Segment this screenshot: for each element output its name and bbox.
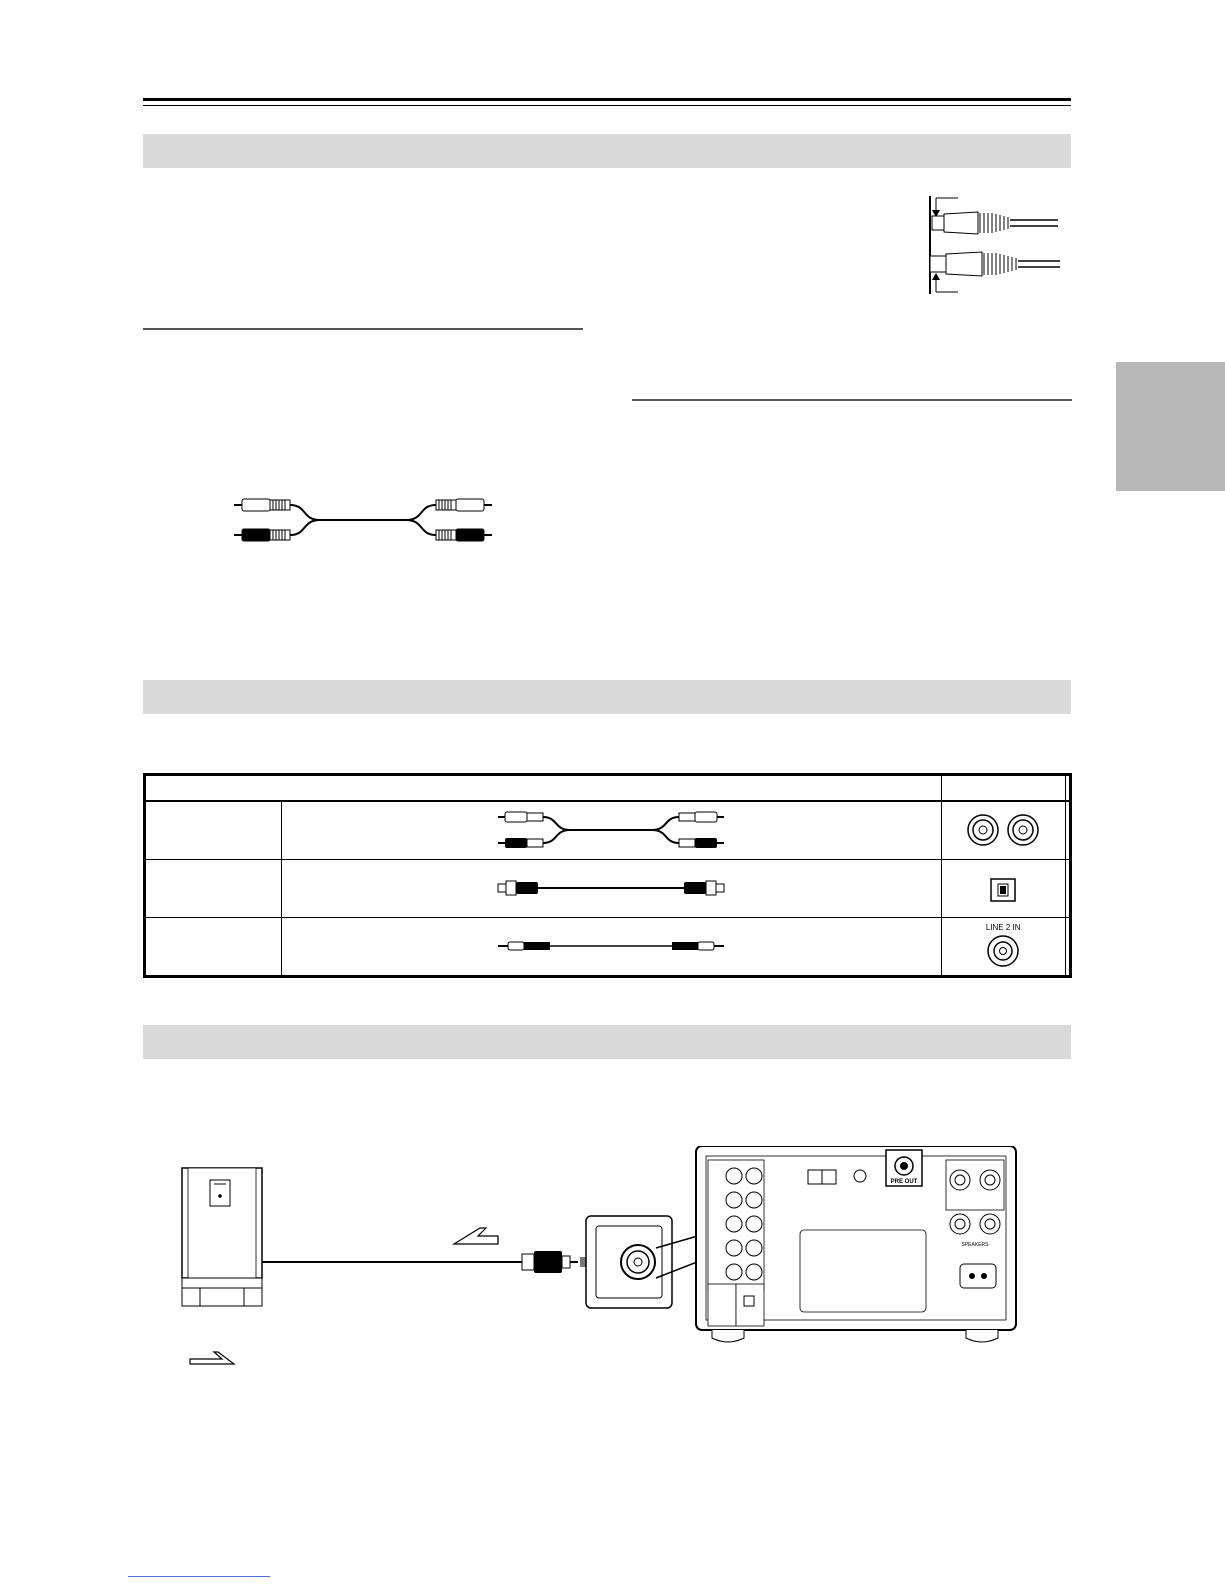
jack-label: LINE 2 IN [985, 923, 1021, 933]
description-cell [1065, 859, 1070, 917]
footer-link-underline[interactable] [128, 1576, 270, 1577]
jack-figure-cell [941, 801, 1065, 860]
subwoofer-connection-figure [160, 1146, 1040, 1376]
section-heading-band-2 [143, 680, 1071, 714]
jack-figure-cell [941, 917, 1065, 976]
arrow-right-icon [188, 1350, 238, 1366]
arrow-left-icon [454, 1228, 498, 1244]
optical-jack-icon [988, 876, 1018, 906]
table-row [145, 801, 1071, 860]
table-header-description [1065, 775, 1070, 801]
single-rca-jack-icon [985, 933, 1021, 969]
jack-figure-cell [941, 859, 1065, 917]
cable-figure-cell [282, 801, 942, 860]
speakers-label: SPEAKERS [961, 1242, 989, 1248]
header-rule-thick [143, 98, 1071, 101]
subwoofer-icon [182, 1168, 262, 1306]
cable-name-cell [145, 859, 282, 917]
table-header-row [145, 775, 1071, 801]
section-heading-band-3 [143, 1025, 1071, 1059]
cable-figure-cell [282, 917, 942, 976]
description-cell [1065, 801, 1070, 860]
pre-out-label: PRE OUT [890, 1179, 918, 1185]
plug-insertion-figure [918, 190, 1068, 300]
chapter-side-tab [1116, 362, 1225, 491]
subsection-rule-right [632, 399, 1072, 401]
section-heading-band-1 [143, 134, 1071, 168]
rca-audio-cable-figure [232, 492, 494, 548]
cable-types-table [143, 773, 1072, 978]
rca-jack-pair-icon [963, 810, 1043, 850]
table-header-cable [145, 775, 942, 801]
table-row [145, 859, 1071, 917]
table-row [145, 917, 1071, 976]
mono-rca-cable-icon [496, 936, 726, 956]
cable-figure-cell [282, 859, 942, 917]
rca-cable-icon [496, 805, 726, 855]
description-cell [1065, 917, 1070, 976]
header-rule-thin [143, 105, 1071, 106]
unit-back-panel [696, 1146, 1016, 1342]
table-header-jack [941, 775, 1065, 801]
cable-name-cell [145, 801, 282, 860]
optical-cable-icon [496, 873, 726, 903]
subsection-rule-left [143, 328, 583, 330]
cable-name-cell [145, 917, 282, 976]
